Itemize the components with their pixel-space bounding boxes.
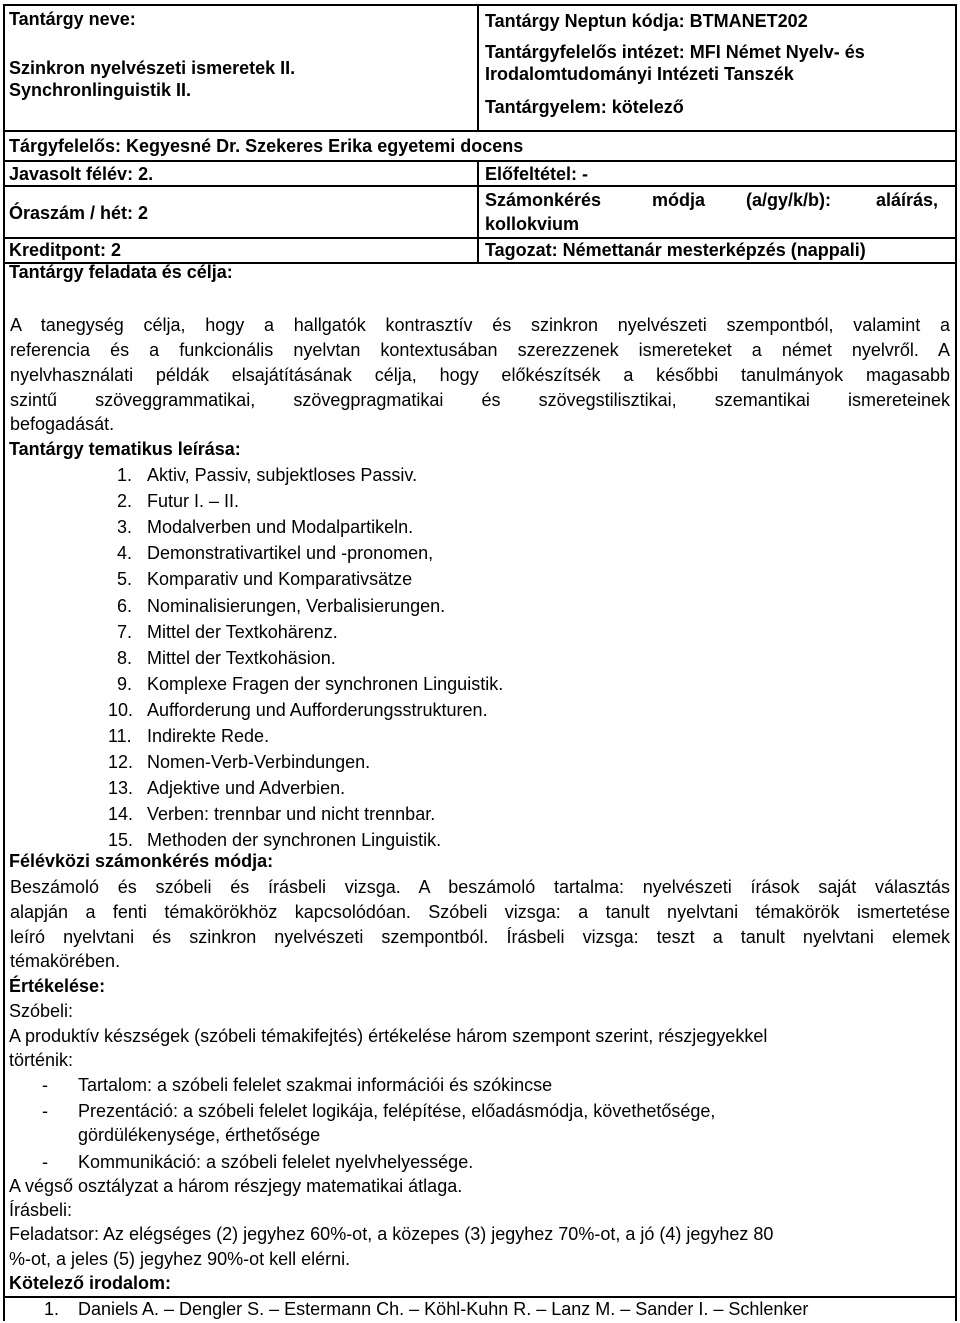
bullet-dash: - [42, 1152, 48, 1172]
bullet-item-continued: gördülékenysége, érthetősége [78, 1125, 321, 1145]
topic-number: 2. [117, 491, 133, 511]
topic-number: 11. [108, 726, 132, 746]
course-responsible: Tárgyfelelős: Kegyesné Dr. Szekeres Erika egyetemi docens [9, 136, 524, 156]
final-grade-note: A végső osztályzat a három részjegy matematikai átlaga. [9, 1176, 463, 1196]
goal-line: referencia és a funkcionális nyelvtan kontextusában szerezzenek ismereteket a német nyelvről. A [10, 340, 950, 360]
topic-item: Nomen-Verb-Verbindungen. [147, 752, 371, 772]
topic-item: Mittel der Textkohäsion. [147, 648, 336, 668]
written-label: Írásbeli: [9, 1200, 73, 1220]
weekly-hours: Óraszám / hét: 2 [9, 203, 149, 223]
goal-line: szintű szöveggrammatikai, szövegpragmatikai és szövegstilisztikai, szemantikai ismereteinek [10, 390, 950, 410]
topic-item: Futur I. – II. [147, 491, 240, 511]
topic-item: Methoden der synchronen Linguistik. [147, 830, 442, 850]
topic-item: Verben: trennbar und nicht trennbar. [147, 804, 436, 824]
topic-number: 6. [117, 596, 133, 616]
goal-line: befogadását. [10, 414, 115, 434]
column-divider-2 [477, 160, 479, 264]
oral-line1: A produktív készségek (szóbeli témakifejtés) értékelése három szempont szerint, részjegyekkel [9, 1026, 768, 1046]
institute-line2: Irodalomtudományi Intézeti Tanszék [485, 64, 794, 84]
topic-number: 1. [117, 465, 133, 485]
oral-label: Szóbeli: [9, 1001, 74, 1021]
topic-number: 8. [117, 648, 133, 668]
topic-number: 9. [117, 674, 133, 694]
written-line1: Feladatsor: Az elégséges (2) jegyhez 60%-ot, a közepes (3) jegyhez 70%-ot, a jó (4) jegyhez 80 [9, 1224, 774, 1244]
topics-label: Tantárgy tematikus leírása: [9, 439, 241, 459]
midterm-line: leíró nyelvtani és szinkron nyelvészeti szempontból. Írásbeli vizsga: teszt a tanult nyelvtani elemek [10, 927, 950, 947]
topic-number: 7. [117, 622, 133, 642]
course-name-hu: Szinkron nyelvészeti ismeretek II. [9, 58, 296, 78]
topic-number: 3. [117, 517, 133, 537]
bullet-item: Kommunikáció: a szóbeli felelet nyelvhelyessége. [78, 1152, 474, 1172]
prerequisite: Előfeltétel: - [485, 164, 589, 184]
neptun-code: Tantárgy Neptun kódja: BTMANET202 [485, 11, 808, 31]
recommended-semester: Javasolt félév: 2. [9, 164, 154, 184]
goal-line: A tanegység célja, hogy a hallgatók kontrasztív és szinkron nyelvészeti szempontból, valamint a [10, 315, 950, 335]
midterm-line: témakörében. [10, 951, 121, 971]
program: Tagozat: Némettanár mesterképzés (nappali) [485, 240, 866, 260]
bullet-item: Tartalom: a szóbeli felelet szakmai információi és szókincse [78, 1075, 553, 1095]
topic-number: 12. [108, 752, 134, 772]
bullet-item: Prezentáció: a szóbeli felelet logikája, felépítése, előadásmódja, követhetősége, [78, 1101, 716, 1121]
literature-item-number: 1. [44, 1299, 60, 1319]
course-name-label: Tantárgy neve: [9, 9, 136, 29]
row-divider [3, 185, 957, 187]
course-element: Tantárgyelem: kötelező [485, 97, 684, 117]
topic-number: 10. [108, 700, 134, 720]
topic-item: Mittel der Textkohärenz. [147, 622, 338, 642]
topic-item: Komplexe Fragen der synchronen Linguistik. [147, 674, 504, 694]
credits: Kreditpont: 2 [9, 240, 121, 260]
oral-line2: történik: [9, 1050, 74, 1070]
written-line2: %-ot, a jeles (5) jegyhez 90%-ot kell elérni. [9, 1249, 351, 1269]
institute-line1: Tantárgyfelelős intézet: MFI Német Nyelv- és [485, 42, 865, 62]
bullet-dash: - [42, 1075, 48, 1095]
column-divider [477, 4, 479, 130]
topic-item: Aufforderung und Aufforderungsstrukturen. [147, 700, 488, 720]
literature-label: Kötelező irodalom: [9, 1273, 172, 1293]
table-border-top [3, 4, 957, 6]
evaluation-label: Értékelése: [9, 976, 106, 996]
row-divider [3, 130, 957, 132]
topic-item: Demonstrativartikel und -pronomen, [147, 543, 434, 563]
assessment-word3: (a/gy/k/b): [746, 190, 832, 210]
midterm-line: alapján a fenti témakörökhöz kapcsolódóan. Szóbeli vizsga: a tanult nyelvtani témakörök ismertetése [10, 902, 950, 922]
goal-line: nyelvhasználati példák elsajátításának célja, hogy előkészítsék a későbbi tanulmányok magasabb [10, 365, 950, 385]
topic-item: Adjektive und Adverbien. [147, 778, 346, 798]
assessment-word1: Számonkérés [485, 190, 602, 210]
bullet-dash: - [42, 1101, 48, 1121]
row-divider [3, 160, 957, 162]
topic-number: 5. [117, 569, 133, 589]
topic-item: Modalverben und Modalpartikeln. [147, 517, 414, 537]
topic-item: Komparativ und Komparativsätze [147, 569, 413, 589]
topic-item: Indirekte Rede. [147, 726, 270, 746]
topic-number: 13. [108, 778, 134, 798]
assessment-line2: kollokvium [485, 214, 580, 234]
midterm-line: Beszámoló és szóbeli és írásbeli vizsga. A beszámoló tartalma: nyelvészeti írások saját választás [10, 877, 950, 897]
midterm-label: Félévközi számonkérés módja: [9, 851, 274, 871]
course-name-de: Synchronlinguistik II. [9, 80, 192, 100]
topic-item: Nominalisierungen, Verbalisierungen. [147, 596, 446, 616]
topic-number: 4. [117, 543, 133, 563]
table-border-right [955, 4, 957, 1321]
topic-item: Aktiv, Passiv, subjektloses Passiv. [147, 465, 418, 485]
table-border-left [3, 4, 5, 1321]
topic-number: 14. [108, 804, 134, 824]
literature-item: Daniels A. – Dengler S. – Estermann Ch. – Köhl-Kuhn R. – Lanz M. – Sander I. – Schlenker [78, 1299, 809, 1319]
goal-label: Tantárgy feladata és célja: [9, 262, 233, 282]
topic-number: 15. [108, 830, 134, 850]
assessment-word4: aláírás, [876, 190, 939, 210]
assessment-word2: módja [652, 190, 706, 210]
